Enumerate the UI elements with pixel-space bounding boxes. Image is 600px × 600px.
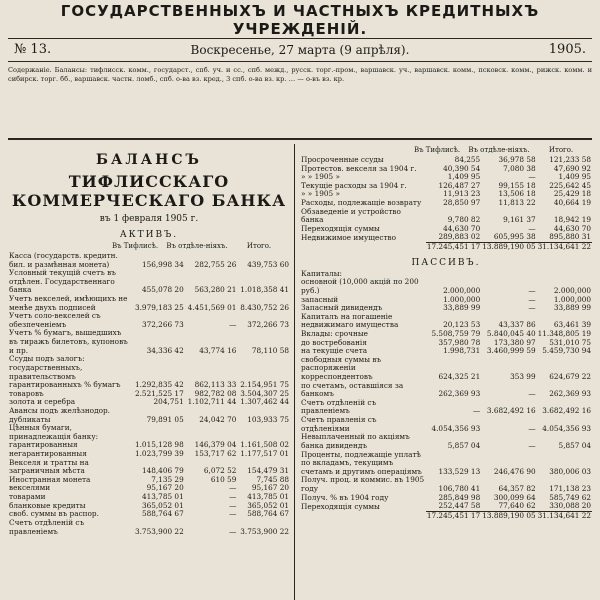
table-row (8, 295, 290, 312)
total-label (300, 511, 426, 520)
amount-tiflis: 106,780 41 (438, 483, 481, 493)
amount-total: 413,785 01 (247, 492, 289, 502)
row-label: Просроченные ссуды (301, 155, 384, 164)
row-label: Расходы, подлежащіе возврату (301, 198, 422, 208)
row-label: товарами (9, 492, 46, 502)
row-label: Цѣнныя бумаги, принадлежащія банку: гарантированныя (9, 423, 99, 450)
row-label: Недвижимое имущество (301, 232, 396, 242)
amount-branches: 9,161 37 (503, 215, 536, 225)
amount-total: 2.154,951 75 (240, 380, 289, 390)
amount-tiflis: 252,447 58 (438, 501, 481, 511)
amount-branches: 353 99 (510, 372, 536, 382)
amount-total: 225,642 45 (549, 180, 591, 190)
row-label: Переходящія суммы (301, 501, 380, 511)
table-row (300, 278, 592, 295)
amount-branches: 3.682,492 16 (486, 406, 536, 416)
right-column (300, 146, 592, 520)
amount-total: 121,233 58 (549, 155, 591, 164)
column-header: Итого. (246, 242, 272, 250)
amount-tiflis: 9,780 82 (447, 215, 481, 225)
amount-tiflis: 1.023,799 39 (134, 449, 184, 459)
amount-tiflis: 365,052 01 (141, 500, 184, 510)
amount-branches: 5.840,045 40 (486, 328, 536, 338)
row-label: Условный текущій счетъ въ отдѣлен. Государственнаго банка (9, 268, 116, 295)
amount-tiflis: 588,764 67 (141, 509, 184, 519)
column-header: Въ отдѣле-ніяхъ. (468, 146, 530, 154)
amount-total: 78,110 58 (251, 345, 289, 355)
amount-tiflis: 11,913 23 (443, 189, 481, 199)
amount-total: 1,409 95 (558, 172, 591, 182)
amount-tiflis: 7,135 29 (151, 474, 184, 484)
row-label: по счетамъ, оставшіяся за банкомъ (301, 380, 404, 399)
row-label: Вклады: срочные (301, 328, 368, 338)
column-header: Въ Тифлисѣ. (413, 146, 461, 154)
amount-total: 439,753 60 (247, 259, 289, 269)
amount-total: 585,749 62 (549, 492, 591, 502)
amount-tiflis: 1.998,731 (443, 346, 481, 356)
amount-tiflis: 455,078 20 (141, 285, 184, 295)
amount-branches: — (528, 172, 536, 182)
amount-branches: 3.460,999 59 (486, 346, 536, 356)
amount-tiflis: — (472, 406, 481, 416)
total-amount: 31.134,641 22 (537, 242, 591, 252)
amount-branches: 246,476 90 (493, 466, 536, 476)
row-label: Ссуды подъ залогъ: государственныхъ, правительствомъ гарантированныхъ % бумагъ (9, 354, 121, 390)
row-label: Счетъ правленія съ отдѣленіями (301, 415, 377, 433)
contents-paragraph: Содержаніе. Балансы: тифлисск. комм., государст., спб. уч. и сс., спб. межд., русск. торг.-пром., варшавск. уч., варшавск. комм., псковск. комм., рижск. комм. и сибирск. торг. бб., варшавск. частн. ломб., спб. о-ва вз. кред., 3 спб. о-ва вз. кр. … — о-въ вз. кр. (8, 66, 592, 83)
amount-branches: 300,099 64 (493, 492, 536, 502)
column-divider (294, 144, 295, 600)
amount-branches: 36,978 58 (498, 155, 536, 164)
row-label: Запасный дивидендъ (301, 303, 383, 313)
amount-tiflis: 1,409 95 (447, 172, 481, 182)
row-label: Переходящія суммы (301, 223, 380, 233)
row-label: бланковые кредиты (9, 500, 86, 510)
amount-tiflis: 5.508,759 79 (431, 328, 481, 338)
amount-branches: — (528, 423, 536, 433)
amount-branches: 6,072 52 (203, 466, 237, 476)
amount-tiflis: 5,857 04 (447, 440, 481, 450)
right-column-headers (300, 146, 592, 154)
table-row (8, 269, 290, 295)
table-row (8, 519, 290, 536)
amount-branches: — (229, 319, 237, 329)
amount-tiflis: 262,369 93 (438, 389, 481, 399)
table-row (8, 252, 290, 269)
issue-year: 1905. (548, 42, 586, 57)
row-label: Получ. % въ 1904 году (301, 492, 389, 502)
aktiv-table (8, 252, 290, 536)
amount-total: 1.018,358 41 (240, 285, 289, 295)
amount-branches: 99,155 18 (498, 180, 536, 190)
row-label: основной (10,000 акцій по 200 руб.) (301, 277, 419, 295)
amount-tiflis: 204,751 (153, 397, 184, 407)
amount-branches: — (229, 492, 237, 502)
amount-tiflis: 357,980 78 (438, 337, 481, 347)
row-label: золота и серебра (9, 397, 76, 407)
amount-tiflis: 148,406 79 (141, 466, 184, 476)
issue-line (8, 38, 592, 62)
total-amount: 13.889,190 05 (482, 242, 536, 252)
table-row (8, 355, 290, 389)
amount-branches: 77,640 62 (498, 501, 536, 511)
amount-total: 103,933 75 (247, 414, 289, 424)
amount-total: 588,764 67 (247, 509, 289, 519)
column-header: Итого. (548, 146, 574, 154)
total-amount: 31.134,641 22 (537, 510, 591, 520)
amount-branches: 11,813 22 (498, 198, 536, 208)
amount-total: 63,461 39 (553, 320, 591, 330)
amount-tiflis: 79,891 05 (146, 414, 184, 424)
amount-branches: 64,357 82 (498, 483, 536, 493)
table-row (8, 459, 290, 476)
row-label: Обзаведеніе и устройство банка (301, 206, 401, 225)
amount-branches: — (528, 303, 536, 313)
row-label: Касса (государств. кредитн. бил. и размѣнная монета) (9, 251, 118, 269)
amount-total: 8.430,752 26 (240, 302, 289, 312)
amount-branches: 173,380 97 (493, 337, 536, 347)
total-row (300, 243, 592, 252)
row-label: Невыплаченный по акціямъ банка дивидендъ (301, 432, 410, 450)
amount-branches: — (528, 389, 536, 399)
amount-branches: 4.451,569 01 (187, 302, 237, 312)
amount-branches: 7,080 38 (503, 163, 536, 173)
total-amount: 17.245,451 17 (426, 242, 481, 252)
row-label: » » 1905 » (301, 172, 340, 182)
amount-tiflis: 624,325 21 (438, 372, 481, 382)
table-row (300, 476, 592, 493)
amount-total: 380,006 03 (549, 466, 591, 476)
row-label: Учетъ соло-векселей съ обезпеченіемъ (9, 311, 101, 329)
row-label: на текущіе счета (301, 346, 368, 356)
table-row (300, 208, 592, 225)
amount-branches: — (229, 509, 237, 519)
row-label: запасный (301, 294, 339, 304)
amount-branches: 982,782 08 (194, 388, 237, 398)
amount-total: 154,479 31 (247, 466, 289, 476)
amount-branches: — (229, 526, 237, 536)
amount-total: 1.161,508 02 (240, 440, 289, 450)
table-row (8, 312, 290, 329)
amount-branches: 43,337 86 (498, 320, 536, 330)
row-label: своб. суммы въ распор. (9, 509, 99, 519)
amount-branches: 1.102,711 44 (187, 397, 237, 407)
amount-tiflis: 156,998 34 (141, 259, 184, 269)
amount-total: 3.504,307 25 (240, 388, 289, 398)
amount-tiflis: 1.015,128 98 (134, 440, 184, 450)
issue-number: № 13. (14, 42, 52, 57)
amount-total: 33,889 99 (553, 303, 591, 313)
table-row (8, 329, 290, 355)
amount-branches: — (229, 500, 237, 510)
amount-total: 171,138 23 (549, 483, 591, 493)
aktiv-continued-table (300, 156, 592, 252)
row-label: Иностранная монета (9, 474, 91, 484)
amount-total: 40,664 19 (553, 198, 591, 208)
amount-total: 624,679 22 (549, 372, 591, 382)
amount-total: 2.000,000 (553, 285, 591, 295)
amount-total: 330,088 20 (549, 501, 591, 511)
amount-branches: 862,113 33 (194, 380, 237, 390)
total-amount: 13.889,190 05 (482, 510, 536, 520)
amount-tiflis: 3.979,183 25 (134, 302, 184, 312)
amount-total: 262,369 93 (549, 389, 591, 399)
row-label: свободныя суммы въ распоряженіи корреспондентовъ (301, 354, 382, 382)
amount-branches (481, 270, 536, 279)
row-label: векселями (9, 483, 51, 493)
column-header: Въ Тифлисѣ. (111, 242, 159, 250)
amount-total: 44,630 70 (553, 223, 591, 233)
amount-tiflis: 3.753,900 22 (134, 526, 184, 536)
amount-total: 7,745 88 (256, 474, 289, 484)
amount-branches: — (528, 285, 536, 295)
amount-branches: 24,042 70 (199, 414, 237, 424)
table-row (300, 502, 592, 511)
amount-total: 11.348,805 19 (537, 328, 591, 338)
balance-title: БАЛАНСЪ (96, 152, 202, 168)
amount-tiflis: 20,123 53 (443, 320, 481, 330)
amount-tiflis: 44,630 70 (443, 223, 481, 233)
passiv-title: ПАССИВЪ. (411, 257, 481, 268)
table-row (8, 407, 290, 424)
row-label: до востребованія (301, 337, 367, 347)
amount-total: 95,167 20 (251, 483, 289, 493)
amount-total (537, 270, 592, 279)
row-label: товаровъ (9, 388, 44, 398)
row-label: Получ. проц. и коммис. въ 1905 году (301, 475, 425, 493)
amount-branches: — (229, 483, 237, 493)
amount-tiflis: 372,266 73 (141, 319, 184, 329)
table-row (300, 433, 592, 450)
amount-branches: 610 59 (210, 474, 237, 484)
row-label: Векселя и тратты на заграничныя мѣста (9, 457, 89, 476)
amount-branches: 146,379 04 (194, 440, 237, 450)
amount-total: 5,857 04 (558, 440, 591, 450)
amount-total: 3.682,492 16 (542, 406, 591, 416)
amount-tiflis: 40,390 54 (443, 163, 481, 173)
row-label: негарантированныя (9, 449, 87, 459)
amount-branches: 282,755 26 (194, 259, 237, 269)
row-label: Капиталы: (301, 268, 343, 278)
table-row (300, 165, 592, 174)
amount-tiflis: 4.054,356 93 (431, 423, 481, 433)
left-column (8, 146, 290, 536)
amount-tiflis: 2.000,000 (443, 285, 481, 295)
issue-date: Воскресенье, 27 марта (9 апрѣля). (190, 43, 410, 57)
row-label: Счетъ отдѣленій съ правленіемъ (301, 397, 377, 416)
row-label: Текущіе расходы за 1904 г. (301, 180, 407, 190)
table-row (300, 356, 592, 382)
column-header: Въ отдѣле-ніяхъ. (166, 242, 228, 250)
balance-date: въ 1 февраля 1905 г. (99, 214, 199, 224)
amount-tiflis: 2.521,525 17 (134, 388, 184, 398)
amount-tiflis: 289,883 02 (438, 232, 481, 242)
table-row (300, 416, 592, 433)
aktiv-title: АКТИВЪ. (119, 230, 179, 240)
amount-total: 1.307,462 44 (240, 397, 289, 407)
row-label: Протестов. векселя за 1904 г. (301, 163, 417, 173)
amount-total: 531,010 75 (549, 337, 591, 347)
amount-tiflis: 133,529 13 (438, 466, 481, 476)
row-label: Учетъ % бумагъ, вышедшихъ въ тиражъ билетовъ, купоновъ и пр. (9, 328, 128, 355)
amount-branches: — (528, 294, 536, 304)
table-row (300, 399, 592, 416)
amount-tiflis: 95,167 20 (146, 483, 184, 493)
amount-tiflis: 1.292,835 42 (134, 380, 184, 390)
amount-branches: 43,774 16 (199, 345, 237, 355)
total-row (300, 511, 592, 520)
amount-tiflis: 28,850 97 (443, 198, 481, 208)
amount-tiflis: 34,336 42 (146, 345, 184, 355)
amount-total: 4.054,356 93 (542, 423, 591, 433)
amount-tiflis: 1.000,000 (443, 294, 481, 304)
amount-branches: — (528, 223, 536, 233)
amount-total: 365,052 01 (247, 500, 289, 510)
total-amount: 17.245,451 17 (426, 510, 481, 520)
amount-tiflis: 413,785 01 (141, 492, 184, 502)
amount-tiflis: 126,487 27 (438, 180, 481, 190)
amount-total: 47,690 92 (553, 163, 591, 173)
row-label: » » 1905 » (301, 189, 340, 199)
amount-branches: 13,506 18 (498, 189, 536, 199)
amount-total: 1.000,000 (553, 294, 591, 304)
amount-total: 895,880 31 (549, 232, 591, 242)
masthead-title: ГОСУДАРСТВЕННЫХЪ И ЧАСТНЫХЪ КРЕДИТНЫХЪ УЧРЕЖДЕНІЙ. (60, 2, 540, 38)
row-label: Счетъ отдѣленій съ правленіемъ (9, 517, 85, 536)
amount-total: 1.177,517 01 (240, 449, 289, 459)
amount-tiflis: 285,849 98 (438, 492, 481, 502)
table-row (300, 382, 592, 399)
amount-tiflis (426, 270, 481, 279)
amount-total: 372,266 73 (247, 319, 289, 329)
row-label: Проценты, подлежащіе уплатѣ по вкладамъ, текущимъ счетамъ и другимъ операціямъ (301, 449, 422, 476)
amount-branches: 605,995 38 (493, 232, 536, 242)
amount-branches: 563,280 21 (194, 285, 237, 295)
amount-total: 18,942 19 (553, 215, 591, 225)
table-row (300, 451, 592, 477)
total-label (300, 243, 426, 252)
amount-total: 25,429 18 (553, 189, 591, 199)
amount-tiflis: 84,255 (454, 155, 481, 164)
row-label: Авансы подъ желѣзнодор. дубликаты (9, 405, 110, 424)
table-row (300, 313, 592, 330)
amount-branches: — (528, 440, 536, 450)
amount-total: 3.753,900 22 (240, 526, 289, 536)
amount-tiflis: 33,889 99 (443, 303, 481, 313)
amount-branches: 153,717 62 (194, 449, 237, 459)
aktiv-column-headers (8, 242, 290, 250)
section-divider (8, 138, 592, 140)
row-label: Капиталъ на погашеніе недвижимаго имущества (301, 311, 399, 330)
bank-title: ТИФЛИССКАГО КОММЕРЧЕСКАГО БАНКА (11, 172, 287, 210)
table-row (8, 424, 290, 450)
amount-total: 5.459,730 94 (542, 346, 591, 356)
row-label: Учетъ векселей, имѣющихъ не менѣе двухъ подписей (9, 294, 128, 312)
passiv-table (300, 270, 592, 521)
